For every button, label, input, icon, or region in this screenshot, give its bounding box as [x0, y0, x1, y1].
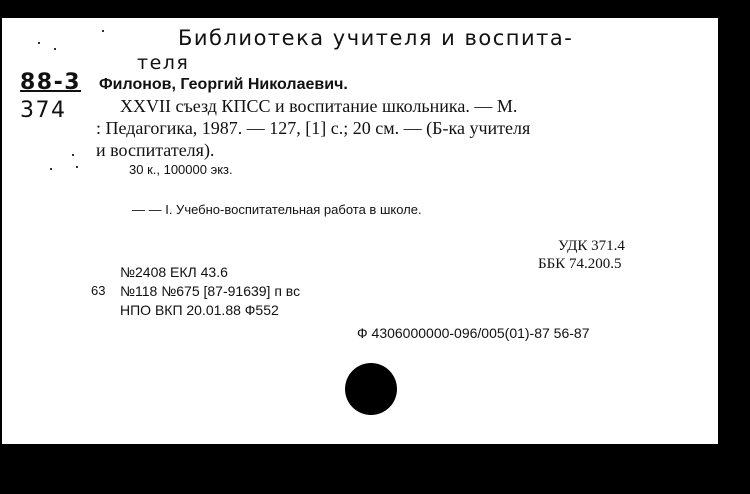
- udk-code: УДК 371.4: [558, 238, 625, 254]
- bbk-code: ББК 74.200.5: [538, 256, 622, 272]
- catalog-card: [2, 18, 718, 444]
- tech-line-2-prefix: 63: [91, 283, 106, 298]
- scan-speck: [72, 154, 74, 156]
- shelf-mark-top: 88-3: [20, 70, 82, 95]
- shelf-mark-bottom: 374: [20, 98, 67, 123]
- scan-speck: [102, 30, 104, 32]
- tech-line-1: №2408 ЕКЛ 43.6: [120, 264, 228, 280]
- handwritten-series-note-cont: теля: [137, 52, 190, 74]
- index-code: Ф 4306000000-096/005(01)-87 56-87: [357, 325, 590, 341]
- price-run: 30 к., 100000 экз.: [129, 162, 233, 177]
- author-heading: Филонов, Георгий Николаевич.: [99, 76, 348, 93]
- series-line: и воспитателя).: [96, 140, 215, 160]
- scan-speck: [38, 42, 40, 44]
- imprint-line: : Педагогика, 1987. — 127, [1] с.; 20 см. — (Б-ка учителя: [96, 118, 531, 138]
- subject-entry: — — I. Учебно-воспитательная работа в школе.: [132, 202, 422, 217]
- punch-hole: [345, 363, 397, 415]
- tech-line-2: №118 №675 [87-91639] п вс: [120, 283, 301, 299]
- handwritten-series-note: Библиотека учителя и воспита-: [178, 26, 574, 50]
- scan-speck: [54, 48, 56, 50]
- title-line: XXVII съезд КПСС и воспитание школьника. — М.: [120, 96, 518, 116]
- tech-line-3: НПО ВКП 20.01.88 Ф552: [120, 302, 279, 318]
- scan-speck: [50, 168, 52, 170]
- scan-speck: [76, 166, 78, 168]
